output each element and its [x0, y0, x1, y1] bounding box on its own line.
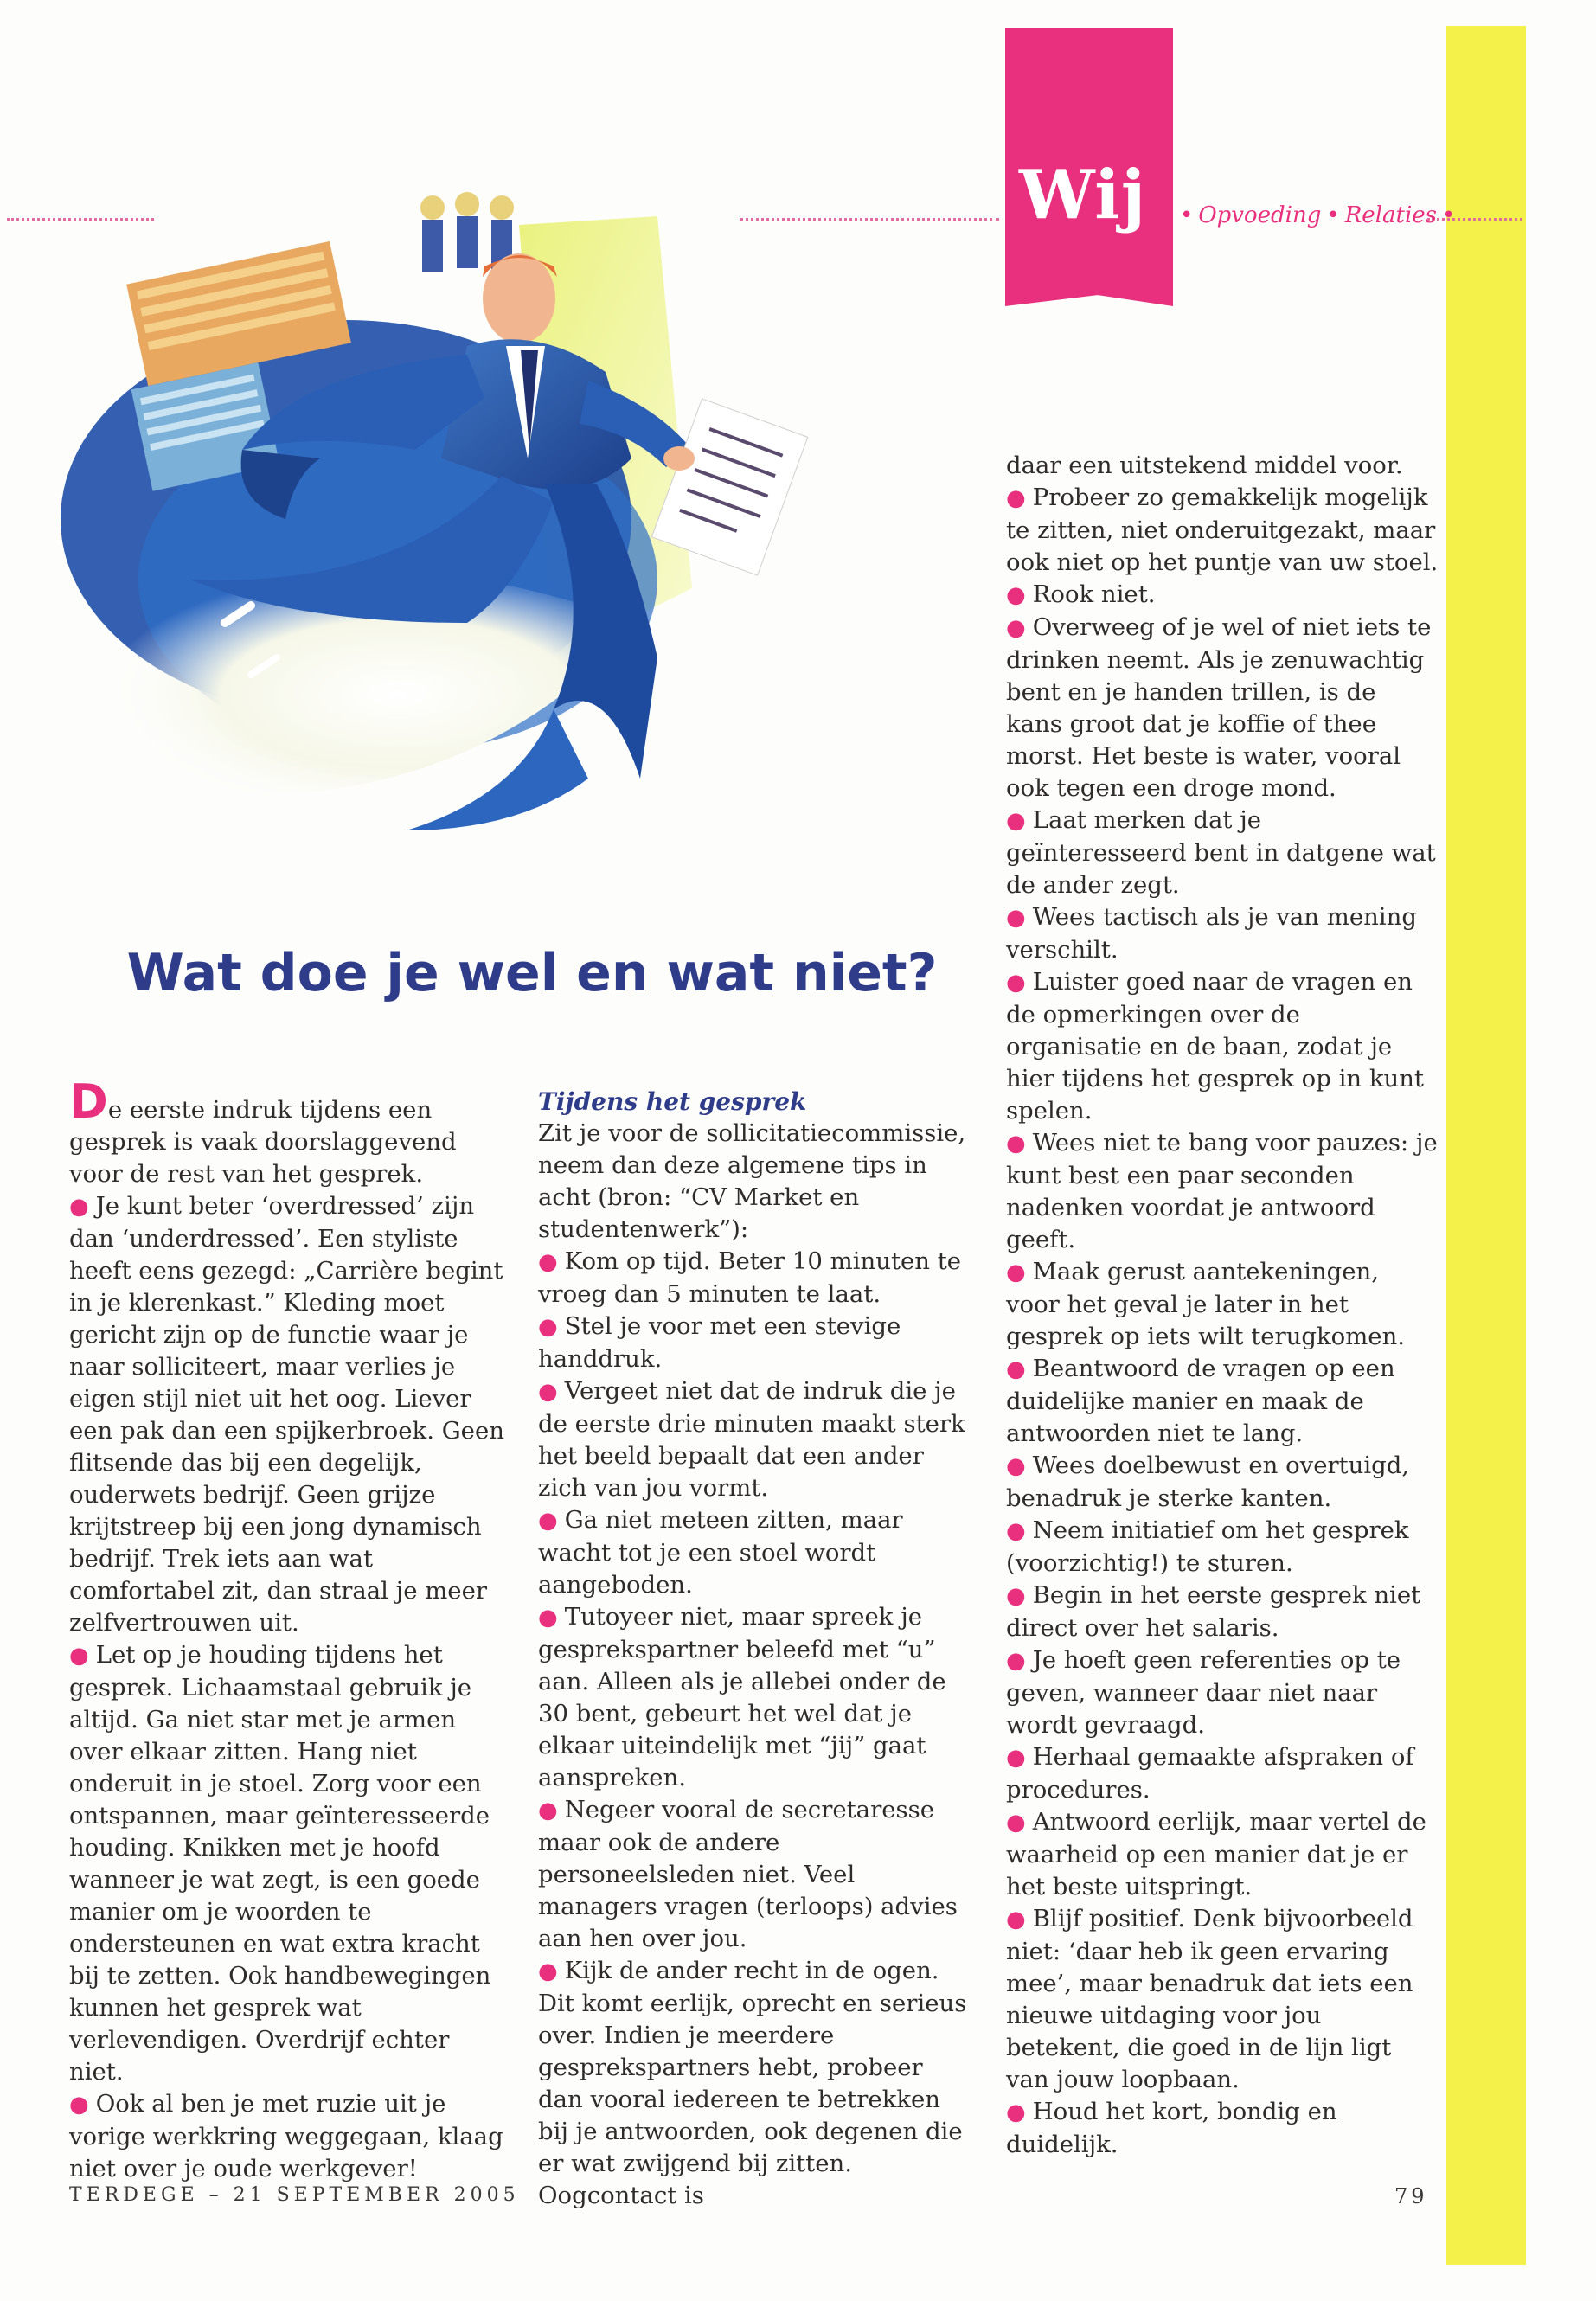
bullet-icon: ● — [1006, 1356, 1026, 1382]
bullet-icon: ● — [1006, 905, 1026, 931]
paragraph — [69, 1074, 510, 1190]
tip-item — [538, 1794, 971, 1955]
tip-text: Wees tactisch als je van mening verschilt. — [1006, 903, 1417, 964]
section-nav: • Opvoeding • Relaties • — [1180, 202, 1456, 228]
tip-text: Negeer vooral de secretaresse maar ook de andere personeelsleden niet. Veel managers vragen (terloops) advies aan hen over jou. — [538, 1796, 958, 1952]
section-nav-item: Relaties — [1344, 202, 1438, 228]
subheading: Tijdens het gesprek — [538, 1087, 807, 1116]
paragraph-text: e eerste indruk tijdens een gesprek is vaak doorslaggevend voor de rest van het gesprek. — [69, 1096, 457, 1188]
tip-text: Overweeg of je wel of niet iets te drinken neemt. Als je zenuwachtig bent en je handen trillen, is de kans groot dat je koffie of thee morst. Het beste is water, vooral ook tegen een droge mond. — [1006, 613, 1432, 802]
tip-text: Let op je houding tijdens het gesprek. Lichaamstaal gebruik je altijd. Ga niet star met je armen over elkaar zitten. Hang niet onderuit in je stoel. Zorg voor een ontspannen, maar geïnteresseerde houding. Knikken met je hoofd wanneer je wat zegt, is een goede manier om je woorden te ondersteunen en wat extra kracht bij te zetten. Ook handbewegingen kunnen het gesprek wat verlevendigen. Overdrijf echter niet. — [69, 1641, 491, 2086]
tip-item — [1006, 966, 1439, 1127]
tip-text: Ook al ben je met ruzie uit je vorige werkkring weggegaan, klaag niet over je oude werkgever! — [69, 2090, 503, 2182]
tip-item — [1006, 1903, 1439, 2096]
bullet-icon: ● — [1006, 485, 1026, 511]
article-column-3 — [1006, 450, 1439, 2161]
bullet-icon: ● — [538, 1249, 558, 1275]
bullet-icon: ● — [1006, 1259, 1026, 1285]
tip-item — [1006, 1580, 1439, 1644]
tip-item — [1006, 1450, 1439, 1515]
tip-text: Herhaal gemaakte afspraken of procedures. — [1006, 1743, 1414, 1804]
bullet-icon: ● — [1006, 808, 1026, 834]
tip-item — [1006, 1806, 1439, 1903]
tip-item — [538, 1375, 971, 1504]
tip-text: Je hoeft geen referenties op te geven, wanneer daar niet naar wordt gevraagd. — [1006, 1646, 1401, 1739]
tip-item — [69, 1190, 510, 1639]
tip-item — [1006, 579, 1439, 612]
tip-item — [538, 1311, 971, 1375]
article-column-1 — [69, 1074, 510, 2185]
bullet-icon: ● — [1006, 1518, 1026, 1544]
article-column-2 — [538, 1086, 971, 2212]
tip-item — [1006, 1515, 1439, 1580]
bullet-icon: ● — [69, 1643, 89, 1669]
tip-text: Wees niet te bang voor pauzes: je kunt best een paar seconden nadenken voordat je antwoord geeft. — [1006, 1129, 1438, 1253]
tip-text: Kijk de ander recht in de ogen. Dit komt eerlijk, oprecht en serieus over. Indien je meerdere gesprekspartners hebt, probeer dan vooral iedereen te betrekken bij je antwoorden, ook degenen die er wat zwijgend bij zitten. Oogcontact is — [538, 1957, 967, 2209]
bullet-icon: ● — [1006, 582, 1026, 608]
bullet-icon: ● — [1006, 615, 1026, 641]
bullet-icon: ● — [1006, 2099, 1026, 2125]
tip-text: Maak gerust aantekeningen, voor het geval je later in het gesprek op iets wilt terugkomen. — [1006, 1258, 1406, 1350]
tip-text: Houd het kort, bondig en duidelijk. — [1006, 2098, 1337, 2158]
bullet-icon: ● — [1006, 1453, 1026, 1479]
paragraph: Zit je voor de sollicitatiecommissie, neem dan deze algemene tips in acht (bron: “CV Market en studentenwerk”): — [538, 1119, 966, 1243]
tip-text: Kom op tijd. Beter 10 minuten te vroeg dan 5 minuten te laat. — [538, 1247, 962, 1308]
tip-text: Luister goed naar de vragen en de opmerkingen over de organisatie en de baan, zodat je hier tijdens het gesprek op in kunt spelen. — [1006, 968, 1424, 1125]
page-number: 79 — [1394, 2184, 1428, 2208]
tip-text: Begin in het eerste gesprek niet direct over het salaris. — [1006, 1581, 1421, 1642]
bullet-icon: ● — [538, 1605, 558, 1631]
footer-publication: TERDEGE – 21 SEPTEMBER 2005 — [69, 2184, 520, 2206]
tip-text: Tutoyeer niet, maar spreek je gesprekspartner beleefd met “u” aan. Alleen als je allebei onder de 30 bent, gebeurt het wel dat je elkaar uiteindelijk met “jij” gaat aanspreken. — [538, 1603, 946, 1791]
bullet-icon: ● — [538, 1508, 558, 1534]
tip-item — [1006, 804, 1439, 901]
tip-item — [69, 1639, 510, 2088]
bullet-icon: ● — [69, 1194, 89, 1220]
bullet-icon: ● — [538, 1958, 558, 1984]
tip-item — [1006, 612, 1439, 804]
tip-item — [1006, 2096, 1439, 2161]
tip-text: Blijf positief. Denk bijvoorbeeld niet: ‘daar heb ik geen ervaring mee’, maar benadruk dat iets een nieuwe uitdaging voor jou betekent, die goed in de lijn ligt van jouw loopbaan. — [1006, 1905, 1413, 2093]
businessman-running-with-document-illustration — [35, 173, 891, 934]
paragraph: daar een uitstekend middel voor. — [1006, 452, 1403, 479]
tip-text: Ga niet meteen zitten, maar wacht tot je een stoel wordt aangeboden. — [538, 1506, 903, 1599]
tip-text: Je kunt beter ‘overdressed’ zijn dan ‘underdressed’. Een styliste heeft eens gezegd: „Carrière begint in je klerenkast.” Kleding moet gericht zijn op de functie waar je naar solliciteert, maar verlies je eigen stijl niet uit het oog. Liever een pak dan een spijkerbroek. Geen flitsende das bij een degelijk, ouderwets bedrijf. Geen grijze krijtstreep bij een jong dynamisch bedrijf. Trek iets aan wat comfortabel zit, dan straal je meer zelfvertrouwen uit. — [69, 1192, 504, 1637]
bullet-icon: ● — [1006, 970, 1026, 996]
tip-item — [1006, 1353, 1439, 1450]
tip-text: Stel je voor met een stevige handdruk. — [538, 1312, 901, 1373]
section-tab-label: Wij — [1019, 156, 1147, 234]
bullet-icon: ● — [538, 1314, 558, 1340]
tip-item — [1006, 482, 1439, 579]
drop-cap: D — [69, 1074, 108, 1129]
tip-text: Rook niet. — [1032, 580, 1156, 608]
bullet-icon: ● — [1006, 1810, 1026, 1836]
tip-text: Vergeet niet dat de indruk die je de eerste drie minuten maakt sterk het beeld bepaalt dat een ander zich van jou vormt. — [538, 1377, 965, 1502]
tip-text: Beantwoord de vragen op een duidelijke manier en maak de antwoorden niet te lang. — [1006, 1355, 1395, 1447]
bullet-icon: ● — [538, 1798, 558, 1823]
tip-text: Wees doelbewust en overtuigd, benadruk je sterke kanten. — [1006, 1452, 1410, 1512]
tip-item — [538, 1246, 971, 1311]
bullet-icon: ● — [1006, 1745, 1026, 1771]
article-headline: Wat doe je wel en wat niet? — [126, 943, 938, 1003]
tip-item — [1006, 1127, 1439, 1256]
tip-item — [538, 1601, 971, 1794]
tip-item — [1006, 1644, 1439, 1741]
yellow-margin-strip — [1446, 26, 1526, 2265]
tip-text: Neem initiatief om het gesprek (voorzichtig!) te sturen. — [1006, 1516, 1409, 1577]
bullet-icon: ● — [69, 2092, 89, 2118]
tip-text: Probeer zo gemakkelijk mogelijk te zitten, niet onderuitgezakt, maar ook niet op het puntje van uw stoel. — [1006, 484, 1439, 576]
bullet-icon: ● — [1006, 1907, 1026, 1932]
section-nav-item: Opvoeding — [1198, 202, 1322, 228]
tip-item — [1006, 1741, 1439, 1806]
bullet-icon: ● — [1006, 1648, 1026, 1674]
bullet-icon: ● — [538, 1379, 558, 1405]
tip-item — [1006, 901, 1439, 966]
tip-item — [1006, 1256, 1439, 1353]
tip-item — [69, 2088, 510, 2185]
tip-text: Laat merken dat je geïnteresseerd bent in datgene wat de ander zegt. — [1006, 806, 1436, 899]
tip-text: Antwoord eerlijk, maar vertel de waarheid op een manier dat je er het beste uitspringt. — [1006, 1808, 1426, 1900]
tip-item — [538, 1955, 971, 2212]
tip-item — [538, 1504, 971, 1601]
bullet-icon: ● — [1006, 1131, 1026, 1157]
bullet-icon: ● — [1006, 1583, 1026, 1609]
